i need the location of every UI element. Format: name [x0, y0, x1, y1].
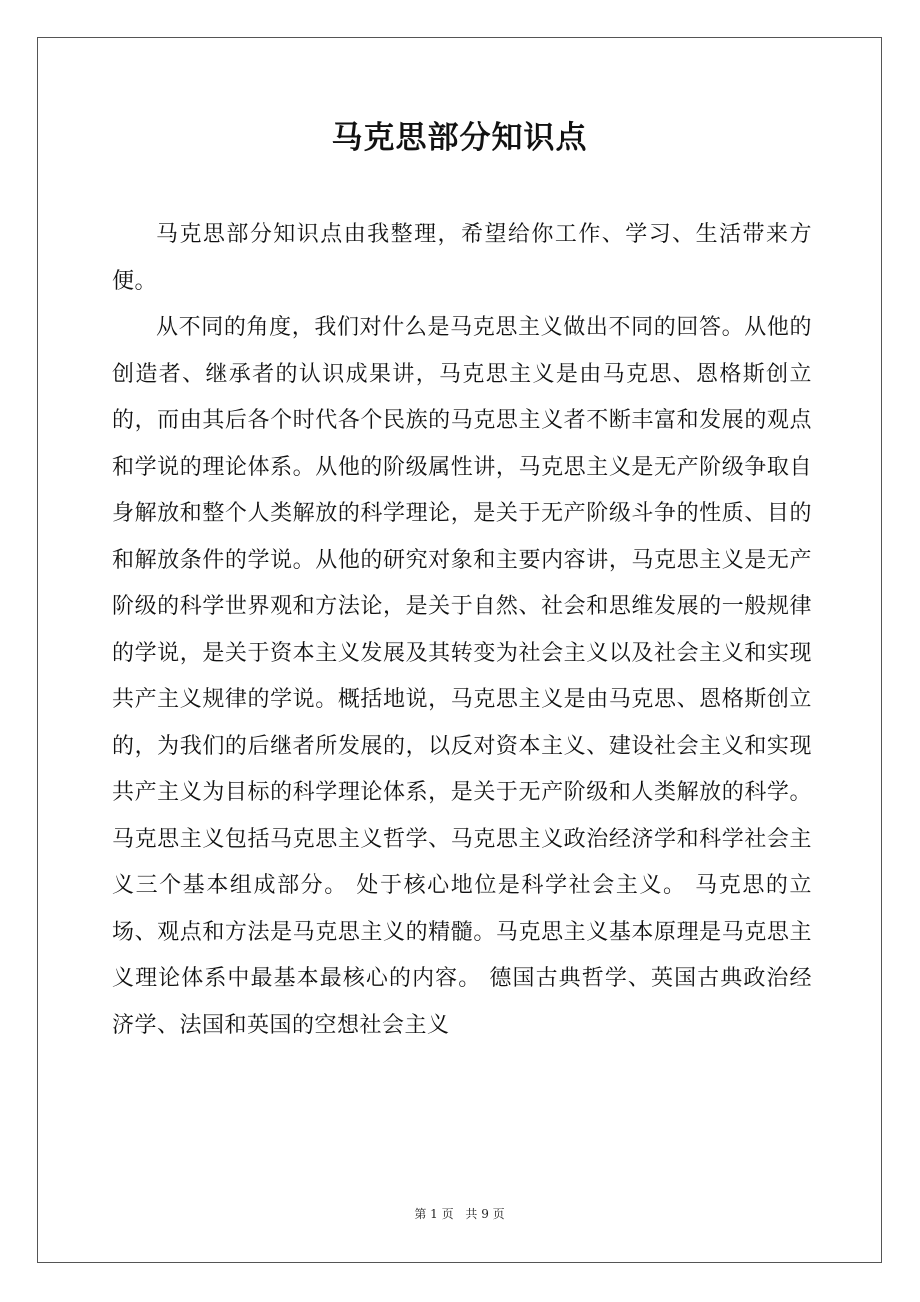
- page-footer: [37, 1205, 882, 1222]
- page-number: 第 1 页: [414, 1207, 454, 1221]
- paragraph-main: 从不同的角度，我们对什么是马克思主义做出不同的回答。从他的创造者、继承者的认识成果讲，马克思主义是由马克思、恩格斯创立的，而由其后各个时代各个民族的马克思主义者不断丰富和发展的观点和学说的理论体系。从他的阶级属性讲，马克思主义是无产阶级争取自身解放和整个人类解放的科学理论，是关于无产阶级斗争的性质、目的和解放条件的学说。从他的研究对象和主要内容讲，马克思主义是无产阶级的科学世界观和方法论，是关于自然、社会和思维发展的一般规律的学说，是关于资本主义发展及其转变为社会主义以及社会主义和实现共产主义规律的学说。概括地说，马克思主义是由马克思、恩格斯创立的，为我们的后继者所发展的，以反对资本主义、建设社会主义和实现共产主义为目标的科学理论体系，是关于无产阶级和人类解放的科学。马克思主义包括马克思主义哲学、马克思主义政治经济学和科学社会主义三个基本组成部分。 处于核心地位是科学社会主义。 马克思的立场、观点和方法是马克思主义的精髓。马克思主义基本原理是马克思主义理论体系中最基本最核心的内容。 德国古典哲学、英国古典政治经济学、法国和英国的空想社会主义: [112, 315, 812, 1038]
- paragraph-intro: 马克思部分知识点由我整理，希望给你工作、学习、生活带来方便。: [112, 222, 812, 294]
- document-body: [112, 212, 812, 1049]
- page-total: 共 9 页: [465, 1207, 505, 1221]
- document-title: 马克思部分知识点: [331, 120, 588, 156]
